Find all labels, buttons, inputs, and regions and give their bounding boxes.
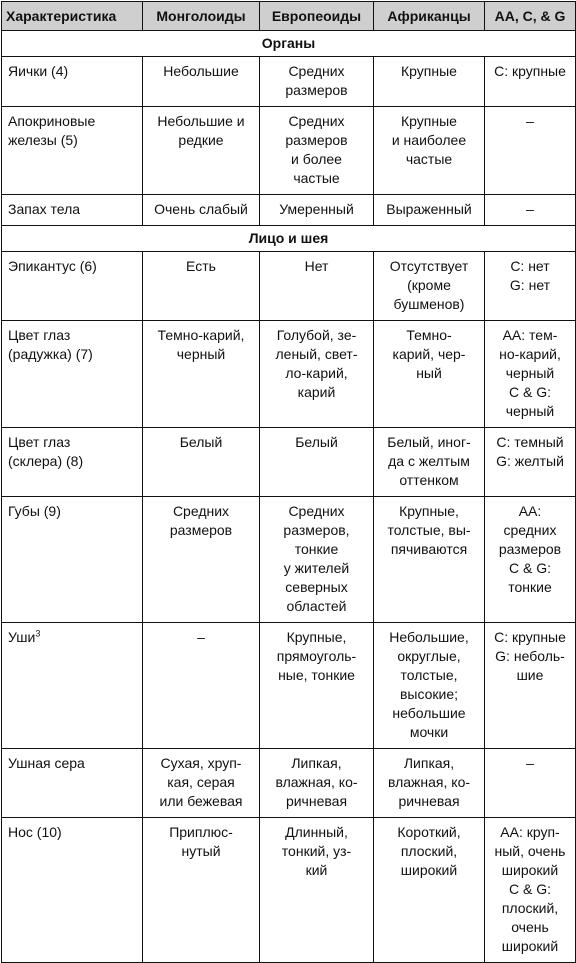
header-row — [2, 2, 576, 31]
cell-aa-c-g: C: крупные G: неболь- шие — [485, 623, 576, 749]
table-row — [2, 428, 576, 497]
row-label: Губы (9) — [2, 497, 143, 623]
cell-mongoloids: Небольшие — [143, 57, 260, 107]
cell-africans: Темно- карий, чер- ный — [374, 321, 485, 428]
cell-aa-c-g: AA: средних размеров C & G: тонкие — [485, 497, 576, 623]
header-africans: Африканцы — [374, 2, 485, 31]
header-europeoids: Европеоиды — [260, 2, 374, 31]
cell-aa-c-g: – — [485, 195, 576, 226]
row-label — [2, 623, 143, 749]
section-title-face: Лицо и шея — [2, 226, 576, 252]
cell-africans: Отсутствует (кроме бушменов) — [374, 252, 485, 321]
row-label: Эпикантус (6) — [2, 252, 143, 321]
table-row — [2, 497, 576, 623]
table-row — [2, 749, 576, 818]
row-label: Цвет глаз (радужка) (7) — [2, 321, 143, 428]
cell-europeoids: Средних размеров, тонкие у жителей северных областей — [260, 497, 374, 623]
table-row — [2, 818, 576, 963]
cell-aa-c-g: C: темный G: желтый — [485, 428, 576, 497]
row-label-text: Уши — [8, 629, 36, 645]
cell-europeoids: Голубой, зе- леный, свет- ло-карий, карий — [260, 321, 374, 428]
cell-aa-c-g: AA: круп- ный, очень широкий C & G: плоский, очень широкий — [485, 818, 576, 963]
header-aa-c-g: AA, C, & G — [485, 2, 576, 31]
cell-mongoloids: Есть — [143, 252, 260, 321]
cell-europeoids: Умеренный — [260, 195, 374, 226]
cell-mongoloids: Очень слабый — [143, 195, 260, 226]
cell-europeoids: Крупные, прямоуголь- ные, тонкие — [260, 623, 374, 749]
cell-africans: Липкая, влажная, ко- ричневая — [374, 749, 485, 818]
row-label: Яички (4) — [2, 57, 143, 107]
section-row-organs — [2, 31, 576, 57]
header-characteristic: Характеристика — [2, 2, 143, 31]
footnote-marker: 3 — [35, 628, 41, 639]
cell-aa-c-g: C: нет G: нет — [485, 252, 576, 321]
cell-aa-c-g: – — [485, 749, 576, 818]
cell-africans: Небольшие, округлые, толстые, высокие; небольшие мочки — [374, 623, 485, 749]
cell-europeoids: Средних размеров — [260, 57, 374, 107]
section-title-organs: Органы — [2, 31, 576, 57]
cell-mongoloids: Средних размеров — [143, 497, 260, 623]
table-row — [2, 195, 576, 226]
cell-europeoids: Средних размеров и более частые — [260, 107, 374, 195]
cell-africans: Крупные — [374, 57, 485, 107]
cell-africans: Выраженный — [374, 195, 485, 226]
row-label: Нос (10) — [2, 818, 143, 963]
row-label: Ушная сера — [2, 749, 143, 818]
cell-europeoids: Длинный, тонкий, уз- кий — [260, 818, 374, 963]
cell-europeoids: Белый — [260, 428, 374, 497]
cell-africans: Крупные и наиболее частые — [374, 107, 485, 195]
cell-mongoloids: Темно-карий, черный — [143, 321, 260, 428]
row-label: Запах тела — [2, 195, 143, 226]
cell-europeoids: Нет — [260, 252, 374, 321]
row-label: Цвет глаз (склера) (8) — [2, 428, 143, 497]
table-row — [2, 57, 576, 107]
cell-africans: Крупные, толстые, вы- пячиваются — [374, 497, 485, 623]
cell-africans: Короткий, плоский, широкий — [374, 818, 485, 963]
cell-mongoloids: Сухая, хруп- кая, серая или бежевая — [143, 749, 260, 818]
cell-mongoloids: – — [143, 623, 260, 749]
cell-mongoloids: Белый — [143, 428, 260, 497]
cell-mongoloids: Приплюс- нутый — [143, 818, 260, 963]
cell-europeoids: Липкая, влажная, ко- ричневая — [260, 749, 374, 818]
cell-aa-c-g: – — [485, 107, 576, 195]
row-label: Апокриновые железы (5) — [2, 107, 143, 195]
table-row — [2, 623, 576, 749]
section-row-face — [2, 226, 576, 252]
cell-aa-c-g: AA: тем- но-карий, черный C & G: черный — [485, 321, 576, 428]
header-mongoloids: Монголоиды — [143, 2, 260, 31]
cell-aa-c-g: С: крупные — [485, 57, 576, 107]
cell-africans: Белый, иног- да с желтым оттенком — [374, 428, 485, 497]
table-row — [2, 321, 576, 428]
table-row — [2, 252, 576, 321]
comparison-table — [1, 1, 576, 963]
cell-mongoloids: Небольшие и редкие — [143, 107, 260, 195]
table-row — [2, 107, 576, 195]
